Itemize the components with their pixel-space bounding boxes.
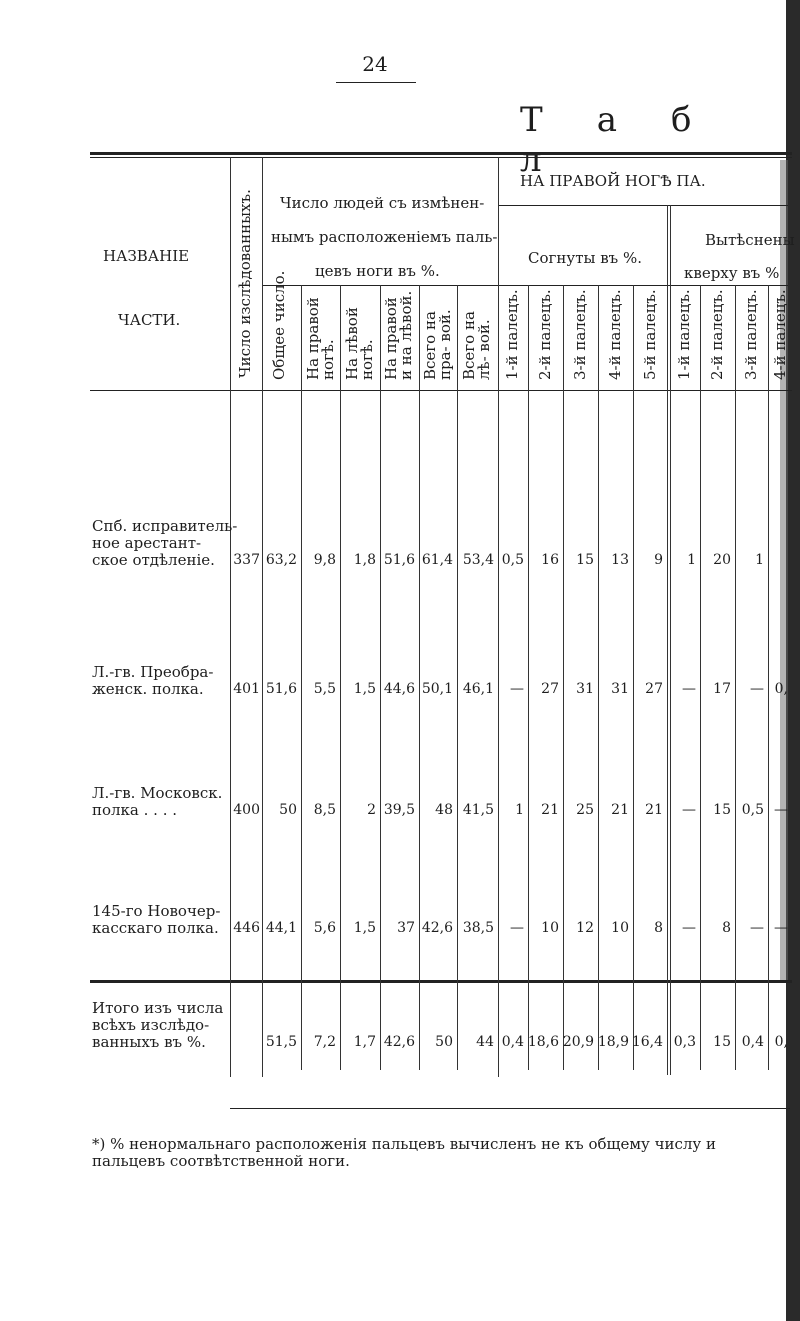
table-cell: 63,2 — [265, 552, 297, 568]
table-cell: — — [750, 681, 764, 697]
col-rule — [633, 285, 634, 1070]
table-cell: — — [682, 920, 696, 936]
table-cell: 50,1 — [421, 681, 453, 697]
table-cell: 16 — [541, 552, 559, 568]
table-cell: 9,8 — [313, 552, 336, 568]
table-cell: — — [510, 920, 524, 936]
table-cell: — — [682, 681, 696, 697]
finger-header: 5-й палецъ. — [641, 289, 659, 380]
finger-header: 2-й палецъ. — [536, 289, 554, 380]
table-cell: 1,5 — [353, 681, 376, 697]
table-cell: 61,4 — [421, 552, 453, 568]
col-rule — [340, 285, 341, 1070]
total-cell: 0,3 — [673, 1034, 696, 1050]
table-cell: 337 — [233, 552, 260, 568]
total-cell: 1,7 — [353, 1034, 376, 1050]
group-header: Число людей съ измѣнен- — [280, 194, 485, 212]
table-cell: 50 — [279, 802, 297, 818]
table-cell: 20 — [713, 552, 731, 568]
book-binding-edge — [786, 0, 800, 1321]
count-col-header: Число изслѣдованныхъ. — [236, 189, 254, 378]
pushed-header: Вытѣснены — [705, 231, 795, 249]
finger-header: 2-й палецъ. — [708, 289, 726, 380]
total-cell: 0,4 — [741, 1034, 764, 1050]
table-cell: 13 — [611, 552, 629, 568]
sub-header: Общее число. — [270, 270, 288, 380]
col-rule — [670, 205, 671, 1075]
sub-header: Всего на пра- вой. — [421, 309, 454, 380]
col-rule — [700, 285, 701, 1070]
table-cell: 1,8 — [353, 552, 376, 568]
total-top-rule — [90, 980, 792, 983]
pushed-header: кверху въ % — [684, 264, 780, 282]
table-cell: 37 — [397, 920, 415, 936]
total-cell: 0, — [774, 1034, 788, 1050]
table-cell: 44,6 — [383, 681, 415, 697]
total-cell: 20,9 — [562, 1034, 594, 1050]
sub-header: На лѣвой ногѣ. — [343, 307, 376, 380]
col-rule — [457, 285, 458, 1070]
total-cell: 50 — [435, 1034, 453, 1050]
name-col-header: НАЗВАНІЕ — [103, 247, 190, 265]
table-cell: 53,4 — [462, 552, 494, 568]
table-cell: 44,1 — [265, 920, 297, 936]
table-cell: 1 — [755, 552, 764, 568]
table-cell: 38,5 — [462, 920, 494, 936]
col-rule — [598, 285, 599, 1070]
finger-header: 3-й палецъ. — [742, 289, 760, 380]
finger-header: 1-й палецъ. — [503, 289, 521, 380]
table-cell: 21 — [611, 802, 629, 818]
table-cell: 42,6 — [421, 920, 453, 936]
finger-header: 4-й палецъ. — [606, 289, 624, 380]
table-cell: 8,5 — [313, 802, 336, 818]
table-cell: 21 — [541, 802, 559, 818]
page-number-rule — [336, 82, 416, 83]
table-cell: 0,5 — [501, 552, 524, 568]
table-cell: 1,5 — [353, 920, 376, 936]
col-rule — [563, 285, 564, 1070]
finger-header: 1-й палецъ. — [675, 289, 693, 380]
total-cell: 18,9 — [597, 1034, 629, 1050]
row-name: 145-го Новочер- касскаго полка. — [92, 902, 221, 937]
table-cell: 48 — [435, 802, 453, 818]
total-cell: 42,6 — [383, 1034, 415, 1050]
row-name: Л.-гв. Московск. полка . . . . — [92, 784, 223, 819]
total-cell: 51,5 — [265, 1034, 297, 1050]
table-cell: 1 — [687, 552, 696, 568]
col-rule — [768, 285, 769, 1070]
col-rule — [498, 157, 499, 1077]
table-title — [520, 100, 800, 180]
group-header: цевъ ноги въ %. — [315, 262, 440, 280]
footnote-line: *) % ненормальнаго расположенія пальцевъ вычисленъ не къ общему числу и — [92, 1135, 717, 1153]
table-cell: — — [774, 920, 788, 936]
group-header: нымъ расположеніемъ паль- — [271, 228, 498, 246]
table-cell: 1 — [515, 802, 524, 818]
table-cell: 401 — [233, 681, 260, 697]
title-letter: б — [670, 100, 696, 140]
title-letter: Т — [520, 100, 547, 140]
sub-header: На правой и на лѣвой. — [382, 290, 415, 380]
header-bottom-rule — [90, 390, 792, 391]
table-cell: 8 — [654, 920, 663, 936]
col-rule — [301, 285, 302, 1070]
table-cell: 51,6 — [383, 552, 415, 568]
binding-shadow — [780, 160, 788, 980]
sub-header: На правой ногѣ. — [304, 297, 337, 380]
row-name: Спб. исправитель- ное арестант- ское отдѣленіе. — [92, 517, 238, 569]
col-rule — [230, 157, 231, 1077]
total-cell: 44 — [476, 1034, 494, 1050]
table-cell: 0, — [774, 681, 788, 697]
table-cell: 31 — [576, 681, 594, 697]
table-cell: 5,6 — [313, 920, 336, 936]
table-cell: 5,5 — [313, 681, 336, 697]
row-name: Л.-гв. Преобра- женск. полка. — [92, 663, 214, 698]
table-cell: — — [510, 681, 524, 697]
table-cell: 21 — [645, 802, 663, 818]
table-top-rule-thin — [90, 157, 792, 158]
name-col-header: ЧАСТИ. — [118, 311, 181, 329]
table-cell: 10 — [611, 920, 629, 936]
table-cell: 400 — [233, 802, 260, 818]
total-cell: 7,2 — [313, 1034, 336, 1050]
total-row-name: Итого изъ числа всѣхъ изслѣдо- ванныхъ въ %. — [92, 999, 224, 1051]
total-cell: 15 — [713, 1034, 731, 1050]
table-cell: — — [682, 802, 696, 818]
table-cell: 15 — [576, 552, 594, 568]
header-subrule-right — [498, 205, 788, 206]
title-letter: л — [520, 140, 546, 180]
table-cell: 2 — [367, 802, 376, 818]
table-cell: 9 — [654, 552, 663, 568]
table-cell: 12 — [576, 920, 594, 936]
table-top-rule — [90, 152, 792, 155]
col-rule — [528, 285, 529, 1070]
sub-header: Всего на лѣ- вой. — [460, 311, 493, 380]
bent-header: Согнуты въ %. — [528, 249, 642, 267]
total-cell: 18,6 — [527, 1034, 559, 1050]
col-rule — [667, 205, 668, 1075]
title-letter: а — [596, 100, 621, 140]
table-bottom-rule — [230, 1108, 790, 1109]
page-number: 24 — [362, 52, 388, 76]
finger-header: 3-й палецъ. — [571, 289, 589, 380]
table-cell: 0,5 — [741, 802, 764, 818]
table-cell: 27 — [645, 681, 663, 697]
total-cell: 16,4 — [631, 1034, 663, 1050]
col-rule — [380, 285, 381, 1070]
table-cell: 446 — [233, 920, 260, 936]
table-cell: 51,6 — [265, 681, 297, 697]
table-cell: 39,5 — [383, 802, 415, 818]
table-cell: 10 — [541, 920, 559, 936]
table-cell: — — [750, 920, 764, 936]
finger-header: 4-й палецъ. — [771, 289, 789, 380]
right-foot-header: НА ПРАВОЙ НОГѢ ПА. — [520, 172, 706, 190]
table-cell: 46,1 — [462, 681, 494, 697]
table-cell: 41,5 — [462, 802, 494, 818]
col-rule — [735, 285, 736, 1070]
total-cell: 0,4 — [501, 1034, 524, 1050]
col-rule — [419, 285, 420, 1070]
table-cell: 8 — [722, 920, 731, 936]
table-cell: 15 — [713, 802, 731, 818]
footnote — [92, 1136, 792, 1170]
col-rule — [262, 157, 263, 1077]
footnote-line: пальцевъ соотвѣтственной ноги. — [92, 1152, 350, 1170]
table-cell: 31 — [611, 681, 629, 697]
table-cell: 27 — [541, 681, 559, 697]
table-cell: 25 — [576, 802, 594, 818]
table-cell: 17 — [713, 681, 731, 697]
table-cell: — — [774, 802, 788, 818]
